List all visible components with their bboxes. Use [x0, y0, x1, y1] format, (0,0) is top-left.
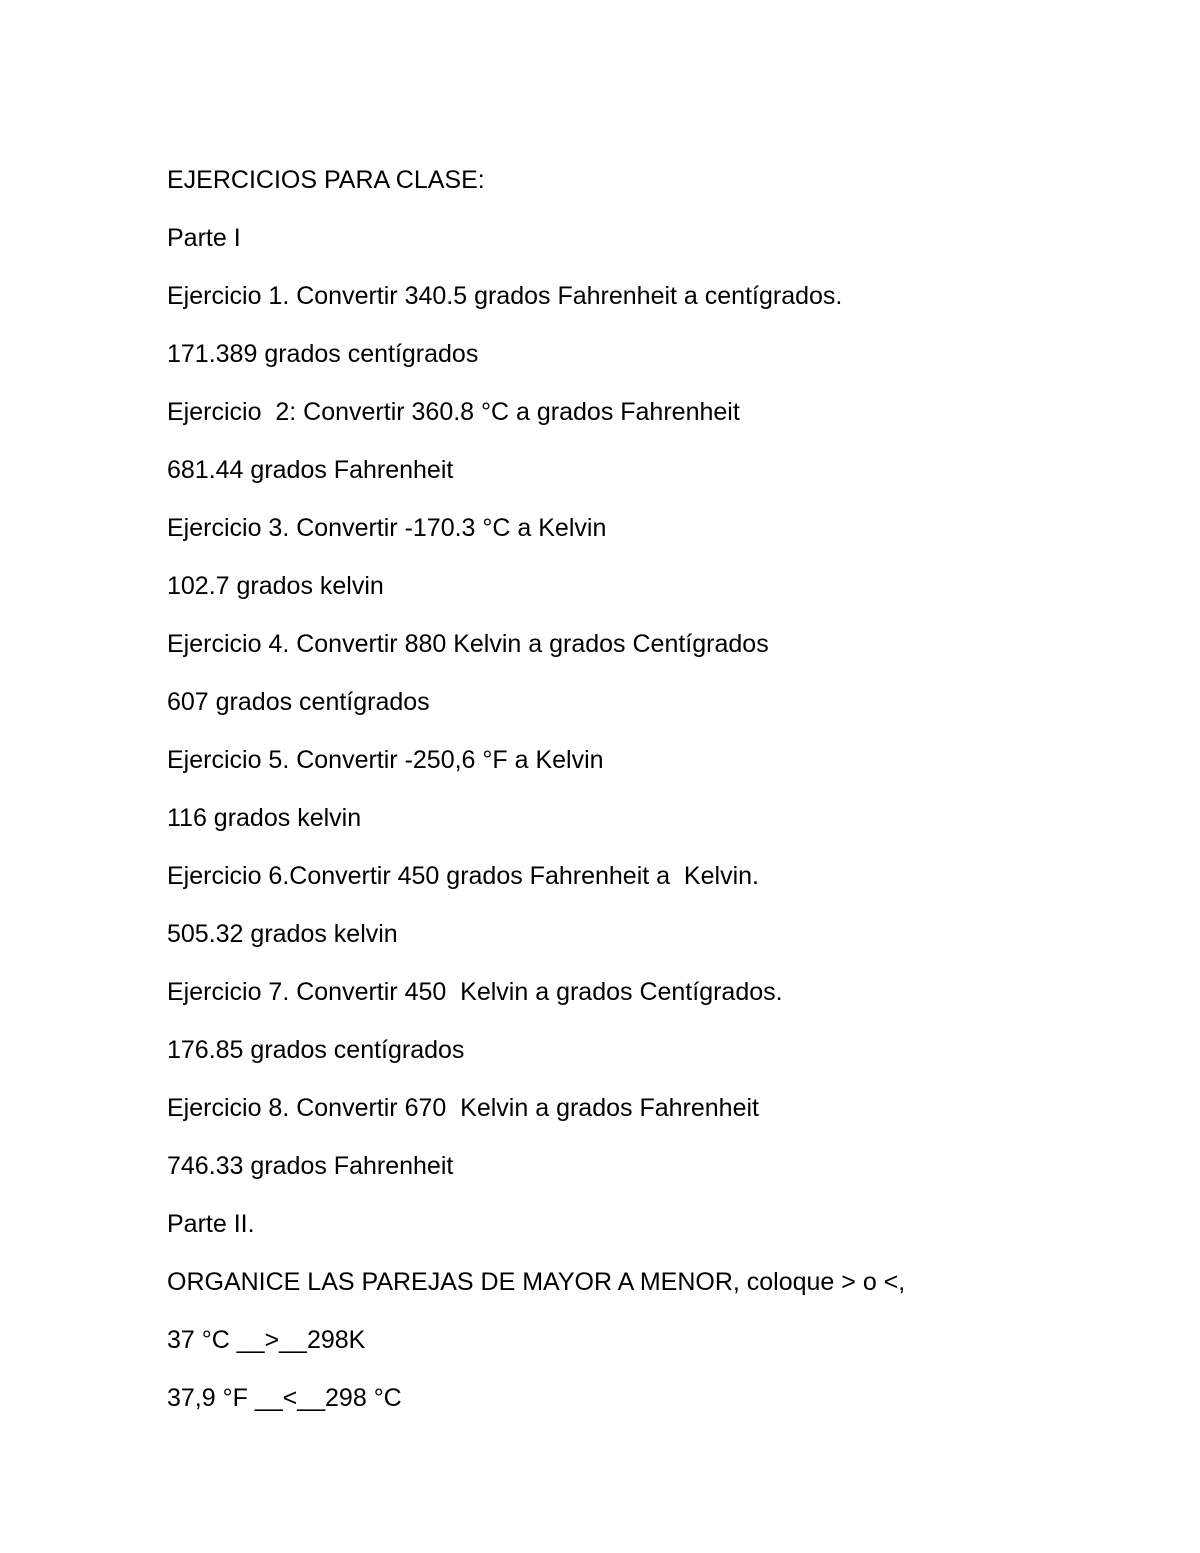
exercise-4-answer: 607 grados centígrados: [167, 688, 430, 716]
exercise-2-question: Ejercicio 2: Convertir 360.8 °C a grados Fahrenheit: [167, 398, 740, 426]
exercise-5-question: Ejercicio 5. Convertir -250,6 °F a Kelvin: [167, 746, 604, 774]
part-2-instruction: ORGANICE LAS PAREJAS DE MAYOR A MENOR, coloque > o <,: [167, 1268, 906, 1296]
exercise-6-question: Ejercicio 6.Convertir 450 grados Fahrenheit a Kelvin.: [167, 862, 759, 890]
document-content: [167, 165, 1147, 1441]
exercise-5-answer: 116 grados kelvin: [167, 804, 362, 832]
exercise-8-answer: 746.33 grados Fahrenheit: [167, 1152, 454, 1180]
exercise-7-question: Ejercicio 7. Convertir 450 Kelvin a grados Centígrados.: [167, 978, 783, 1006]
exercise-4-question: Ejercicio 4. Convertir 880 Kelvin a grados Centígrados: [167, 630, 769, 658]
exercise-6-answer: 505.32 grados kelvin: [167, 920, 398, 948]
exercise-8-question: Ejercicio 8. Convertir 670 Kelvin a grados Fahrenheit: [167, 1094, 759, 1122]
exercise-3-answer: 102.7 grados kelvin: [167, 572, 384, 600]
document-title: EJERCICIOS PARA CLASE:: [167, 166, 485, 194]
exercise-2-answer: 681.44 grados Fahrenheit: [167, 456, 454, 484]
exercise-1-question: Ejercicio 1. Convertir 340.5 grados Fahrenheit a centígrados.: [167, 282, 843, 310]
comparison-2: 37,9 °F __<__298 °C: [167, 1384, 402, 1412]
part-1-heading: Parte I: [167, 224, 241, 252]
comparison-1: 37 °C __>__298K: [167, 1326, 366, 1354]
exercise-7-answer: 176.85 grados centígrados: [167, 1036, 465, 1064]
exercise-3-question: Ejercicio 3. Convertir -170.3 °C a Kelvin: [167, 514, 607, 542]
part-2-heading: Parte II.: [167, 1210, 255, 1238]
exercise-1-answer: 171.389 grados centígrados: [167, 340, 479, 368]
